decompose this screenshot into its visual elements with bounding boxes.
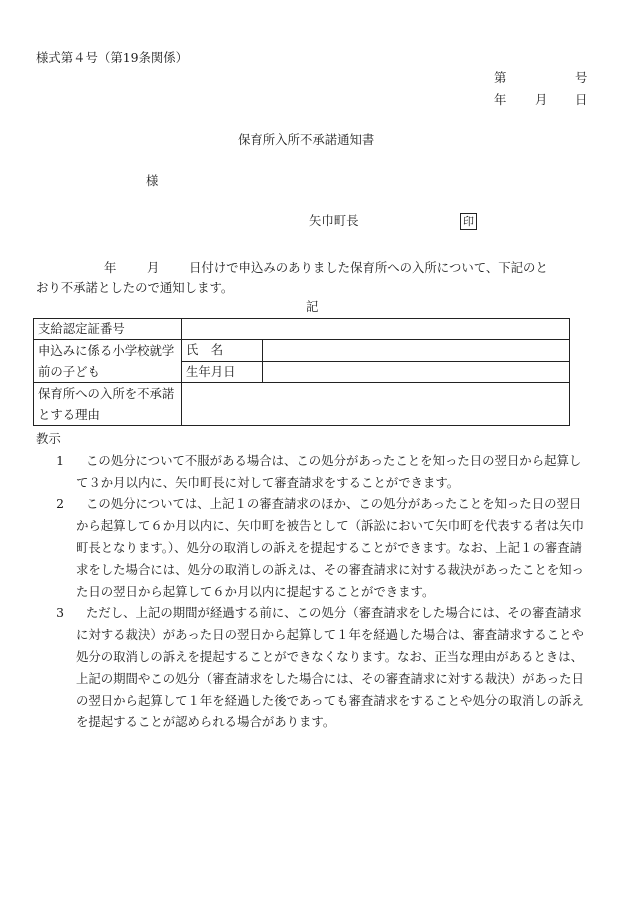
instruction-item <box>36 493 592 602</box>
birthdate-value <box>263 361 570 383</box>
form-label: 様式第４号（第19条関係） <box>36 50 189 65</box>
reason-label: 保育所への入所を不承諾とする理由 <box>34 383 182 426</box>
application-info-table <box>33 318 570 426</box>
instruction-item <box>36 450 592 494</box>
instruction-number: 3 <box>56 605 64 621</box>
body-line2: おり不承諾としたので通知します。 <box>36 280 234 295</box>
instruction-text: この処分については、上記１の審査請求のほか、この処分があったことを知った日の翌日から起算して６か月以内に、矢巾町を被告として（訴訟において矢巾町を代表する者は矢巾町長となります。）、処分の取消しの訴えを提起することができます。なお、上記１の審査請求をした場合には、処分の取消しの訴えは、その審査請求に対する裁決があったことを知った日の翌日から起算して６か月以内に提起することができます。 <box>76 496 585 599</box>
instruction-number: 1 <box>56 452 64 468</box>
instructions-title: 教示 <box>36 431 61 446</box>
instruction-text: ただし、上記の期間が経過する前に、この処分（審査請求をした場合には、その審査請求に対する裁決）があった日の翌日から起算して１年を経過した場合は、審査請求することや処分の取消しの訴えを提起することができなくなります。なお、正当な理由があるときは、上記の期間やこの処分（審査請求をした場合には、その審査請求に対する裁決）があった日の翌日から起算して１年を経過した後であっても審査請求をすることや処分の取消しの訴えを提起することが認められる場合があります。 <box>76 605 584 730</box>
cert-number-label: 支給認定証番号 <box>34 319 182 340</box>
instruction-item <box>36 602 592 733</box>
seal-mark: 印 <box>460 213 477 230</box>
date-day-label: 日 <box>575 92 588 107</box>
cert-number-value <box>182 319 570 340</box>
body-month: 月 <box>147 260 160 275</box>
body-line1: 日付けで申込みのありました保育所への入所について、下記のと <box>189 260 548 275</box>
number-prefix: 第 <box>494 70 507 85</box>
date-year-label: 年 <box>494 92 507 107</box>
document-title: 保育所入所不承諾通知書 <box>238 132 375 147</box>
child-label: 申込みに係る小学校就学前の子ども <box>34 340 182 383</box>
issuer-name: 矢巾町長 <box>309 213 359 228</box>
reason-value <box>182 383 570 426</box>
ki-heading: 記 <box>306 299 319 314</box>
instructions-section <box>36 428 592 733</box>
instruction-text: この処分について不服がある場合は、この処分があったことを知った日の翌日から起算して３か月以内に、矢巾町長に対して審査請求をすることができます。 <box>76 452 582 490</box>
date-month-label: 月 <box>535 92 548 107</box>
addressee-suffix: 様 <box>146 173 159 188</box>
instruction-number: 2 <box>56 496 64 512</box>
name-label: 氏 名 <box>182 340 263 362</box>
birthdate-label: 生年月日 <box>182 361 263 383</box>
name-value <box>263 340 570 362</box>
number-suffix: 号 <box>575 70 588 85</box>
body-year: 年 <box>104 260 117 275</box>
